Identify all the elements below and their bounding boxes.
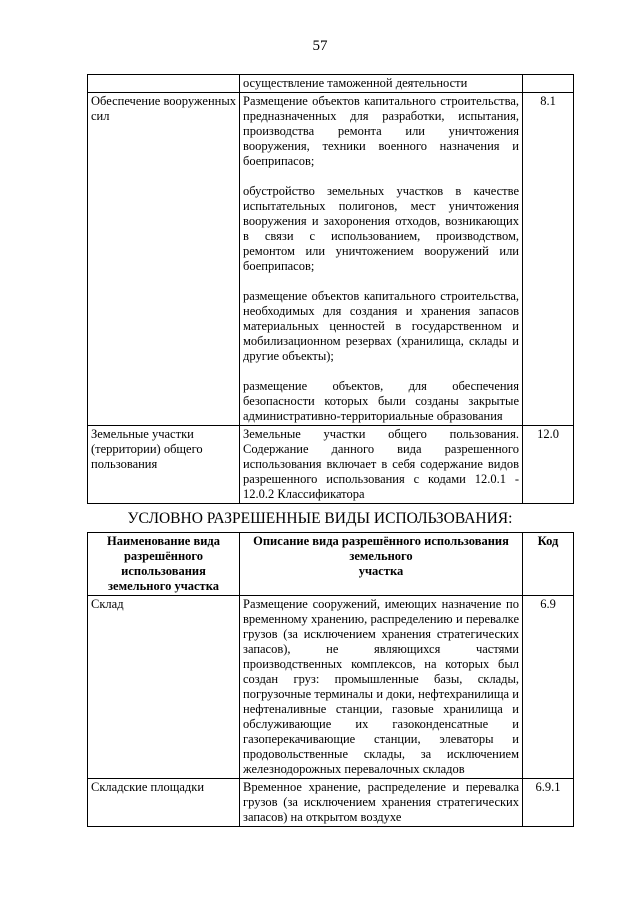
description-paragraph: размещение объектов, для обеспечения безопасности которых были созданы закрытые административно-территориальные образования [243,379,519,423]
use-name-cell: Складские площадки [88,779,240,827]
use-name-cell: Земельные участки (территории) общего пользования [88,426,240,504]
use-name-cell: Склад [88,596,240,779]
permitted-uses-table-continued [87,74,574,504]
use-code-cell: 8.1 [523,93,574,426]
table-row [88,75,574,93]
table-row [88,596,574,779]
use-description-cell [240,426,523,504]
description-paragraph: Размещение объектов капитального строительства, предназначенных для разработки, испытания, производства ремонта или уничтожения вооружения, техники военного назначения и боеприпасов; [243,94,519,168]
header-line: земельного участка [108,579,219,593]
use-description-cell [240,93,523,426]
description-paragraph: Земельные участки общего пользования. Содержание данного вида разрешенного использования включает в себя содержание видов разрешенного использования с кодами 12.0.1 - 12.0.2 Классификатора [243,427,519,501]
use-code-cell: 6.9.1 [523,779,574,827]
header-line: участка [358,564,404,578]
use-name-cell [88,75,240,93]
description-paragraph: обустройство земельных участков в качестве испытательных полигонов, мест уничтожения вооружения и захоронения отходов, возникающих в связи с использованием, производством, ремонтом или уничтожением вооружений или боеприпасов; [243,184,519,273]
column-header-description [240,533,523,596]
column-header-code: Код [523,533,574,596]
description-paragraph: размещение объектов капитального строительства, необходимых для создания и хранения запасов материальных ценностей в государственном и мобилизационном резервах (хранилища, склады и другие объекты); [243,289,519,363]
table-row [88,779,574,827]
table-row [88,426,574,504]
use-description-cell [240,75,523,93]
column-header-name [88,533,240,596]
use-code-cell: 6.9 [523,596,574,779]
table-header-row [88,533,574,596]
table-row [88,93,574,426]
description-paragraph: осуществление таможенной деятельности [243,76,468,90]
use-name-cell: Обеспечение вооруженных сил [88,93,240,426]
use-code-cell [523,75,574,93]
use-code-cell: 12.0 [523,426,574,504]
page-number: 57 [312,38,328,54]
header-line: Наименование вида [107,534,220,548]
header-line: Описание вида разрешённого использования [253,534,509,548]
header-line: использования [121,564,206,578]
conditionally-permitted-uses-table [87,532,574,827]
use-description-cell: Временное хранение, распределение и перевалка грузов (за исключением хранения стратегических запасов) на открытом воздухе [240,779,523,827]
section-title: УСЛОВНО РАЗРЕШЕННЫЕ ВИДЫ ИСПОЛЬЗОВАНИЯ: [127,510,513,527]
use-description-cell: Размещение сооружений, имеющих назначение по временному хранению, распределению и перевалке грузов (за исключением хранения стратегических запасов), не являющихся частями производственных комплексов, на которых был создан груз: промышленные базы, склады, погрузочные терминалы и доки, нефтехранилища и нефтеналивные станции, газовые хранилища и обслуживающие их газоконденсатные и газоперекачивающие станции, элеваторы и продовольственные склады, за исключением железнодорожных перевалочных складов [240,596,523,779]
header-line: земельного [349,549,413,563]
header-line: разрешённого [123,549,204,563]
